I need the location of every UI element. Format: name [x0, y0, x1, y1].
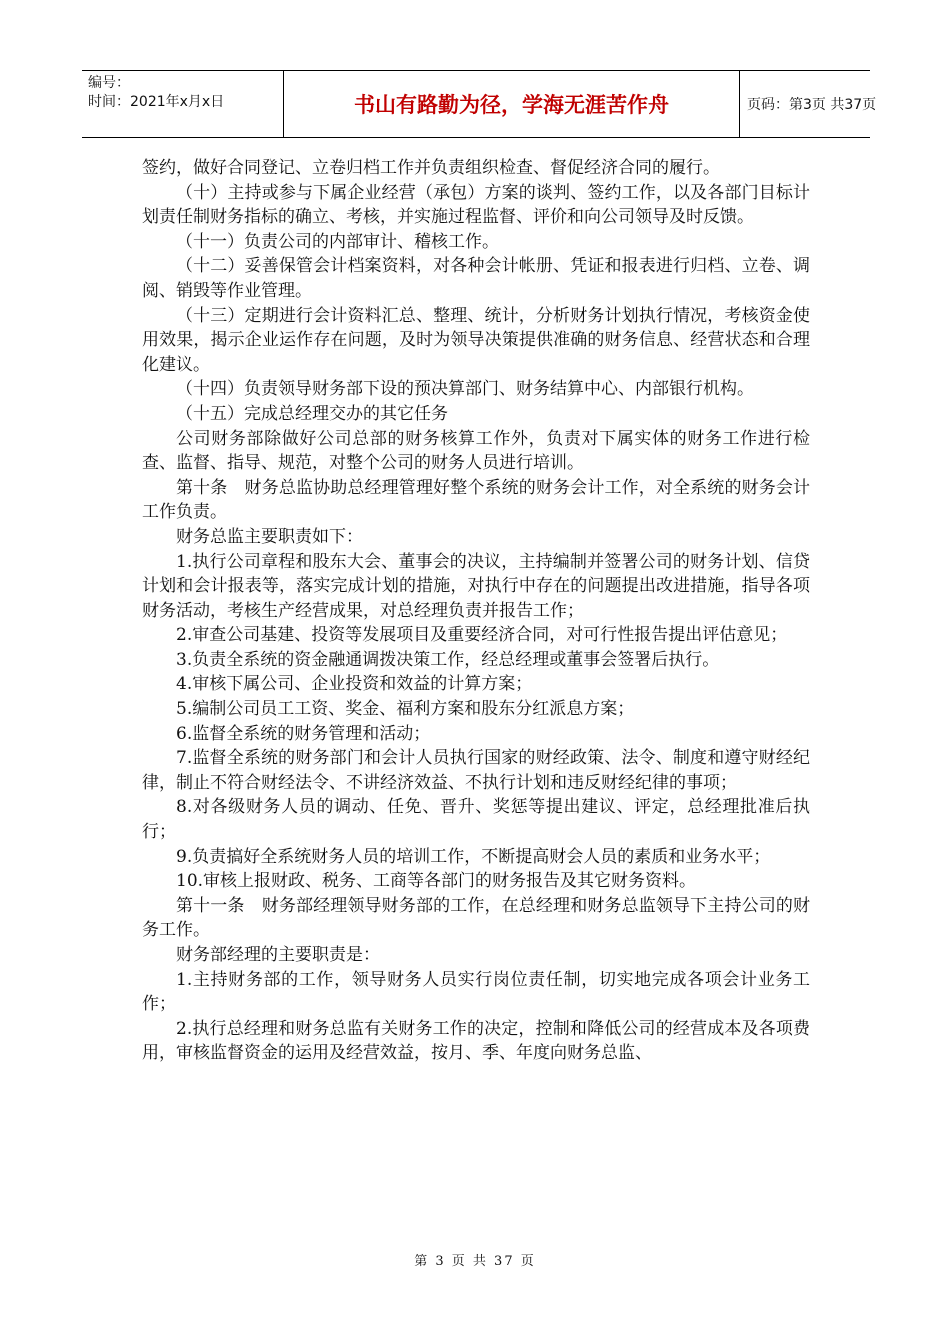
article-paragraph: 第十一条 财务部经理领导财务部的工作，在总经理和财务总监领导下主持公司的财务工作。	[142, 895, 810, 941]
paragraph: （十五）完成总经理交办的其它任务	[176, 403, 448, 424]
paragraph: 签约，做好合同登记、立卷归档工作并负责组织检查、督促经济合同的履行。	[142, 158, 720, 178]
list-item: 1.主持财务部的工作，领导财务人员实行岗位责任制，切实地完成各项会计业务工作；	[142, 969, 810, 1015]
page-footer: 第 3 页 共 37 页	[414, 1254, 536, 1269]
header-meta	[82, 71, 284, 137]
list-item: 7.监督全系统的财务部门和会计人员执行国家的财经政策、法令、制度和遵守财经纪律，制止不符合财经法令、不讲经济效益、不执行计划和违反财经纪律的事项；	[142, 748, 810, 793]
paragraph: 公司财务部除做好公司总部的财务核算工作外，负责对下属实体的财务工作进行检查、监督、指导、规范，对整个公司的财务人员进行培训。	[142, 428, 810, 474]
document-header	[82, 70, 877, 138]
paragraph: （十四）负责领导财务部下设的预决算部门、财务结算中心、内部银行机构。	[176, 379, 754, 400]
article-paragraph: 第十条 财务总监协助总经理管理好整个系统的财务会计工作，对全系统的财务会计工作负责。	[142, 477, 810, 523]
paragraph: （十）主持或参与下属企业经营（承包）方案的谈判、签约工作，以及各部门目标计划责任制财务指标的确立、考核，并实施过程监督、评价和向公司领导及时反馈。	[142, 182, 810, 228]
list-item: 2.审查公司基建、投资等发展项目及重要经济合同，对可行性报告提出评估意见；	[176, 625, 788, 646]
document-body	[142, 156, 810, 1066]
list-item: 1.执行公司章程和股东大会、董事会的决议，主持编制并签署公司的财务计划、信贷计划和会计报表等，落实完成计划的措施，对执行中存在的问题提出改进措施，指导各项财务活动，考核生产经营成果，对总经理负责并报告工作；	[142, 551, 810, 621]
header-motto: 书山有路勤为径，学海无涯苦作舟	[284, 71, 740, 137]
list-item: 5.编制公司员工工资、奖金、福利方案和股东分红派息方案；	[176, 699, 635, 720]
list-item: 4.审核下属公司、企业投资和效益的计算方案；	[176, 674, 533, 695]
paragraph: （十一）负责公司的内部审计、稽核工作。	[176, 231, 499, 252]
document-date-label: 时间：2021年x月x日	[88, 94, 225, 110]
list-item: 3.负责全系统的资金融通调拨决策工作，经总经理或董事会签署后执行。	[176, 649, 720, 670]
list-item: 10.审核上报财政、税务、工商等各部门的财务报告及其它财务资料。	[176, 871, 697, 892]
header-page-indicator: 页码：第3页 共37页	[747, 97, 877, 113]
paragraph: 财务总监主要职责如下：	[176, 526, 363, 547]
paragraph: 财务部经理的主要职责是：	[176, 945, 380, 965]
paragraph: （十二）妥善保管会计档案资料，对各种会计帐册、凭证和报表进行归档、立卷、调阅、销毁等作业管理。	[142, 256, 810, 301]
paragraph: （十三）定期进行会计资料汇总、整理、统计，分析财务计划执行情况，考核资金使用效果，揭示企业运作存在问题，及时为领导决策提供准确的财务信息、经营状态和合理化建议。	[142, 305, 810, 375]
list-item: 2.执行总经理和财务总监有关财务工作的决定，控制和降低公司的经营成本及各项费用，审核监督资金的运用及经营效益，按月、季、年度向财务总监、	[142, 1018, 810, 1064]
document-number-label: 编号：	[88, 75, 130, 91]
list-item: 9.负责搞好全系统财务人员的培训工作，不断提高财会人员的素质和业务水平；	[176, 846, 771, 867]
list-item: 8.对各级财务人员的调动、任免、晋升、奖惩等提出建议、评定，总经理批准后执行；	[142, 797, 810, 843]
list-item: 6.监督全系统的财务管理和活动；	[176, 723, 431, 744]
